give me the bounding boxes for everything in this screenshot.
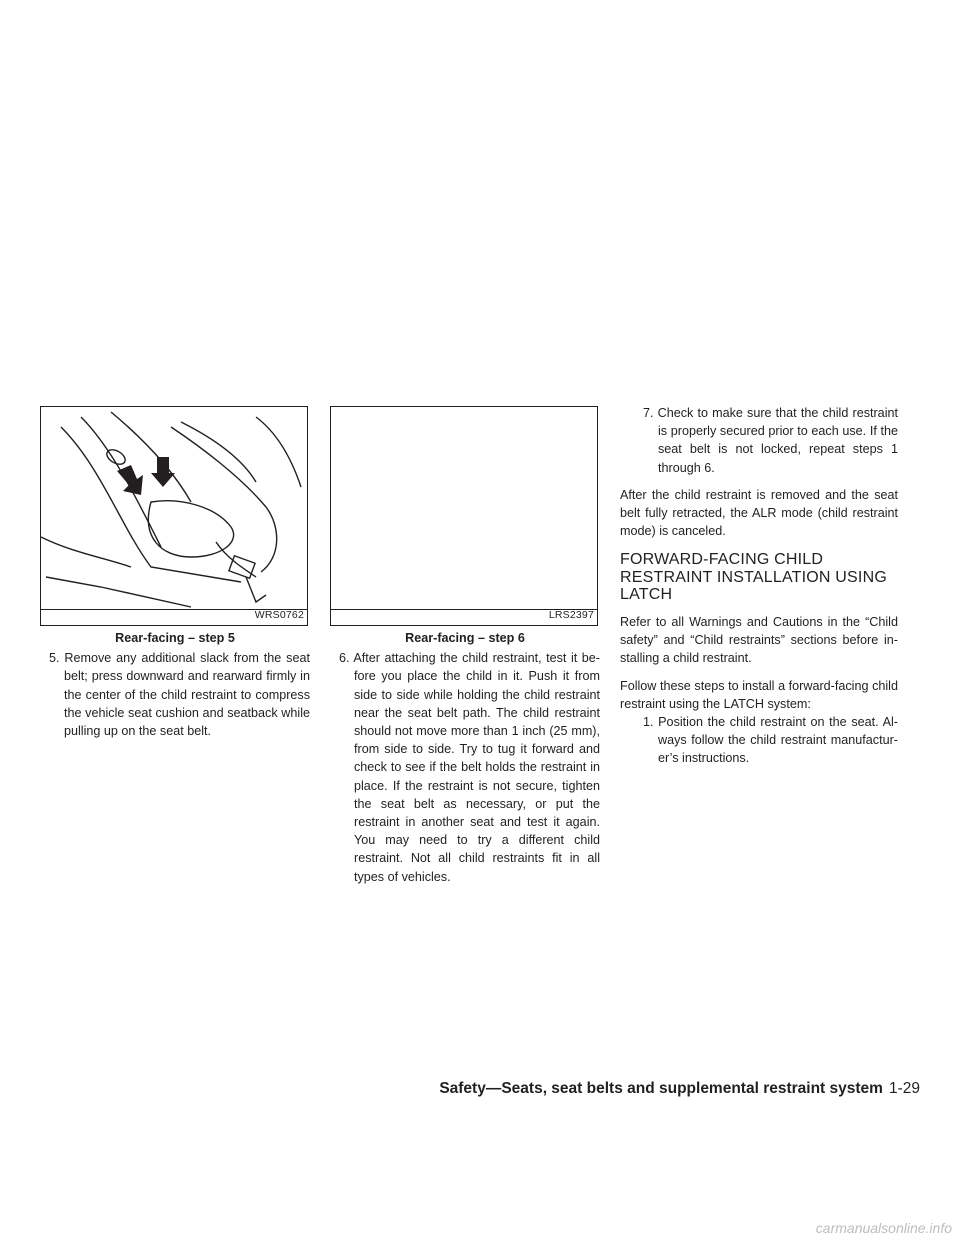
footer-section-title: Safety—Seats, seat belts and supplemental restraint system	[439, 1080, 883, 1097]
section-heading: FORWARD-FACING CHILD RESTRAINT INSTALLATION USING LATCH	[620, 551, 887, 604]
page-number: 1-29	[888, 1080, 920, 1097]
step-6-text: 6. After attaching the child restraint, test it be-fore you place the child in it. Push it from side to side while holding the child restraint near the seat belt path. The child restraint should not move more than 1 inch (25 mm), from side to side. Try to tug it forward and check to see if the belt holds the restraint in place. If the restraint is not secure, tighten the seat belt as necessary, or put the restraint in another seat and test it again. You may need to try a different child restraint. Not all child restraints fit in all types of vehicles.	[339, 651, 600, 884]
refer-paragraph: Refer to all Warnings and Cautions in the “Child safety” and “Child restraints” sections before in-stalling a child restraint.	[620, 614, 898, 666]
follow-paragraph: Follow these steps to install a forward-facing child restraint using the LATCH system:	[620, 678, 898, 711]
figure-rear-facing-step6	[330, 406, 598, 626]
column-middle	[330, 406, 600, 886]
figure-caption: Rear-facing – step 6	[405, 631, 525, 645]
page-footer	[439, 1080, 920, 1098]
column-left	[40, 406, 310, 740]
arrow-diagonal-icon	[117, 465, 143, 495]
figure-code: LRS2397	[548, 608, 594, 621]
child-restraint-illustration	[41, 407, 307, 625]
alr-canceled-paragraph: After the child restraint is removed and the seat belt fully retracted, the ALR mode (child restraint mode) is canceled.	[620, 487, 898, 539]
figure-rear-facing-step5	[40, 406, 308, 626]
step-5-text: 5. Remove any additional slack from the seat belt; press downward and rearward firmly in the center of the child restraint to compress the vehicle seat cushion and seatback while pulling up on the seat belt.	[49, 651, 310, 739]
latch-step-1-text: 1. Position the child restraint on the seat. Al-ways follow the child restraint manufactur-er’s instructions.	[643, 714, 898, 766]
column-right	[620, 404, 898, 768]
figure-code: WRS0762	[254, 608, 304, 621]
watermark: carmanualsonline.info	[815, 1220, 952, 1236]
step-7-text: 7. Check to make sure that the child restraint is properly secured prior to each use. If the seat belt is not locked, repeat steps 1 through 6.	[643, 406, 898, 475]
figure-caption: Rear-facing – step 5	[115, 631, 235, 645]
